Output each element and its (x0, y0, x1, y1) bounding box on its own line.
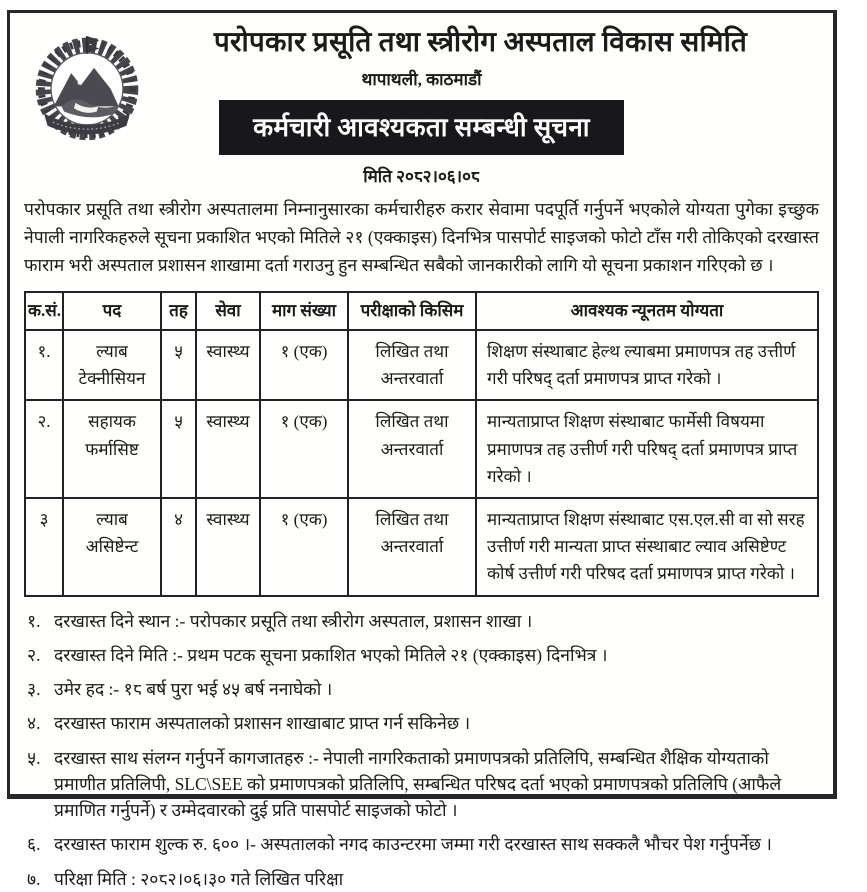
page-frame (7, 10, 837, 889)
table-header-cell: माग संख्या (260, 292, 348, 330)
cell-position: ल्याब असिष्टेन्ट (63, 498, 161, 596)
cell-qualification: मान्यताप्राप्त शिक्षण संस्थाबाट एस.एल.सी वा सो सरह उत्तीर्ण गरी मान्यता प्राप्त संस्थाबाट ल्याव असिष्टेण्ट कोर्ष उत्तीर्ण गरी परिषद दर्ता प्रमाणपत्र प्राप्त गरेको । (476, 498, 818, 596)
note-number: ५. (27, 747, 41, 768)
cell-vacancies: १ (एक) (260, 400, 348, 498)
cell-level: ४ (161, 498, 196, 596)
note-number: ६. (27, 834, 41, 855)
cell-vacancies: १ (एक) (260, 498, 348, 596)
org-location: थापाथली, काठमाडौं (361, 70, 482, 89)
cell-level: ५ (161, 330, 196, 400)
table-row (25, 498, 818, 596)
note-item (24, 608, 819, 634)
hospital-logo (30, 29, 144, 147)
table-header-cell: तह (161, 292, 196, 330)
cell-position: ल्याब टेक्नीसियन (63, 330, 161, 400)
table-header-cell: क.सं. (25, 292, 63, 330)
mountain-wreath-emblem-icon (30, 29, 144, 147)
vacancy-table-body (25, 330, 818, 596)
table-header-row (25, 292, 818, 330)
cell-level: ५ (161, 400, 196, 498)
cell-service: स्वास्थ्य (196, 400, 260, 498)
note-text: दरखास्त दिने स्थान :- परोपकार प्रसूति तथा स्त्रीरोग अस्पताल, प्रशासन शाखा । (54, 610, 533, 631)
note-item (24, 745, 819, 824)
table-header-cell: आवश्यक न्यूनतम योग्यता (476, 292, 818, 330)
note-number: ७. (27, 868, 41, 889)
note-item (24, 676, 819, 702)
table-header-cell: पद (63, 292, 161, 330)
cell-vacancies: १ (एक) (260, 330, 348, 400)
table-header-cell: परीक्षाको किसिम (348, 292, 476, 330)
note-text: दरखास्त साथ संलग्न गर्नुपर्ने कागजातहरु :- नेपाली नागरिकताको प्रमाणपत्रको प्रतिलिपि, सम्बन्धित शैक्षिक योग्यताको प्रमाणीत प्रतिलिपी, SLC\SEE को प्रमाणपत्रको प्रतिलिपि, सम्बन्धित परिषद दर्ता भएको प्रमाणपत्रको प्रतिलिपि (आफैले प्रमाणित गर्नुपर्ने) र उम्मेदवारको दुई प्रति पासपोर्ट साइजको फोटो । (54, 747, 782, 821)
cell-service: स्वास्थ्य (196, 498, 260, 596)
note-number: ३. (27, 679, 41, 700)
note-text: परिक्षा मिति : २०८२।०६।३० गते लिखित परिक्षा (54, 868, 344, 889)
document-header (24, 25, 819, 187)
table-header-cell: सेवा (196, 292, 260, 330)
table-row (25, 330, 818, 400)
note-number: ४. (27, 713, 41, 734)
cell-exam-type: लिखित तथा अन्तरवार्ता (348, 330, 476, 400)
note-item (24, 642, 819, 668)
notes-list (24, 608, 819, 892)
note-number: २. (27, 644, 41, 665)
cell-position: सहायक फर्मासिष्ट (63, 400, 161, 498)
intro-paragraph: परोपकार प्रसूति तथा स्त्रीरोग अस्पतालमा निम्नानुसारका कर्मचारीहरु करार सेवामा पदपूर्ति गर्नुपर्ने भएकोले योग्यता पुगेका इच्छुक नेपाली नागरिकहरुले सूचना प्रकाशित भएको मितिले २१ (एक्काइस) दिनभित्र पासपोर्ट साइजको फोटो टाँस गरी तोकिएको दरखास्त फाराम भरी अस्पताल प्रशासन शाखामा दर्ता गराउनु हुन सम्बन्धित सबैको जानकारीको लागि यो सूचना प्रकाशन गरिएको छ । (24, 199, 819, 275)
note-item (24, 866, 819, 892)
note-text: उमेर हद :- १८ बर्ष पुरा भई ४५ बर्ष ननाघेको । (54, 679, 333, 700)
note-text: दरखास्त फाराम अस्पतालको प्रशासन शाखाबाट प्राप्त गर्न सकिनेछ । (54, 713, 471, 734)
org-name: परोपकार प्रसूति तथा स्त्रीरोग अस्पताल विकास समिति (213, 27, 748, 58)
cell-service: स्वास्थ्य (196, 330, 260, 400)
cell-qualification: शिक्षण संस्थाबाट हेल्थ ल्याबमा प्रमाणपत्र तह उत्तीर्ण गरी परिषद् दर्ता प्रमाणपत्र प्राप्त गरेको । (476, 330, 818, 400)
table-row (25, 400, 818, 498)
note-item (24, 831, 819, 857)
cell-exam-type: लिखित तथा अन्तरवार्ता (348, 498, 476, 596)
notice-title: कर्मचारी आवश्यकता सम्बन्धी सूचना (253, 113, 590, 142)
vacancy-table (24, 291, 819, 597)
note-text: दरखास्त दिने मिति :- प्रथम पटक सूचना प्रकाशित भएको मितिले २१ (एक्काइस) दिनभित्र । (54, 644, 608, 665)
cell-qualification: मान्यताप्राप्त शिक्षण संस्थाबाट फार्मेसी विषयमा प्रमाणपत्र तह उत्तीर्ण गरी परिषद् दर्ता प्रमाणपत्र प्राप्त गरेको । (476, 400, 818, 498)
cell-sn: १. (25, 330, 63, 400)
notice-date: मिति २०८२।०६।०८ (363, 167, 480, 186)
cell-sn: २. (25, 400, 63, 498)
notice-title-banner (219, 100, 624, 155)
note-item (24, 710, 819, 736)
note-text: दरखास्त फाराम शुल्क रु. ६०० ।- अस्पतालको नगद काउन्टरमा जम्मा गरी दरखास्त साथ सक्कलै भौचर पेश गर्नुपर्नेछ । (54, 834, 772, 855)
note-number: १. (27, 610, 41, 631)
cell-sn: ३ (25, 498, 63, 596)
cell-exam-type: लिखित तथा अन्तरवार्ता (348, 400, 476, 498)
